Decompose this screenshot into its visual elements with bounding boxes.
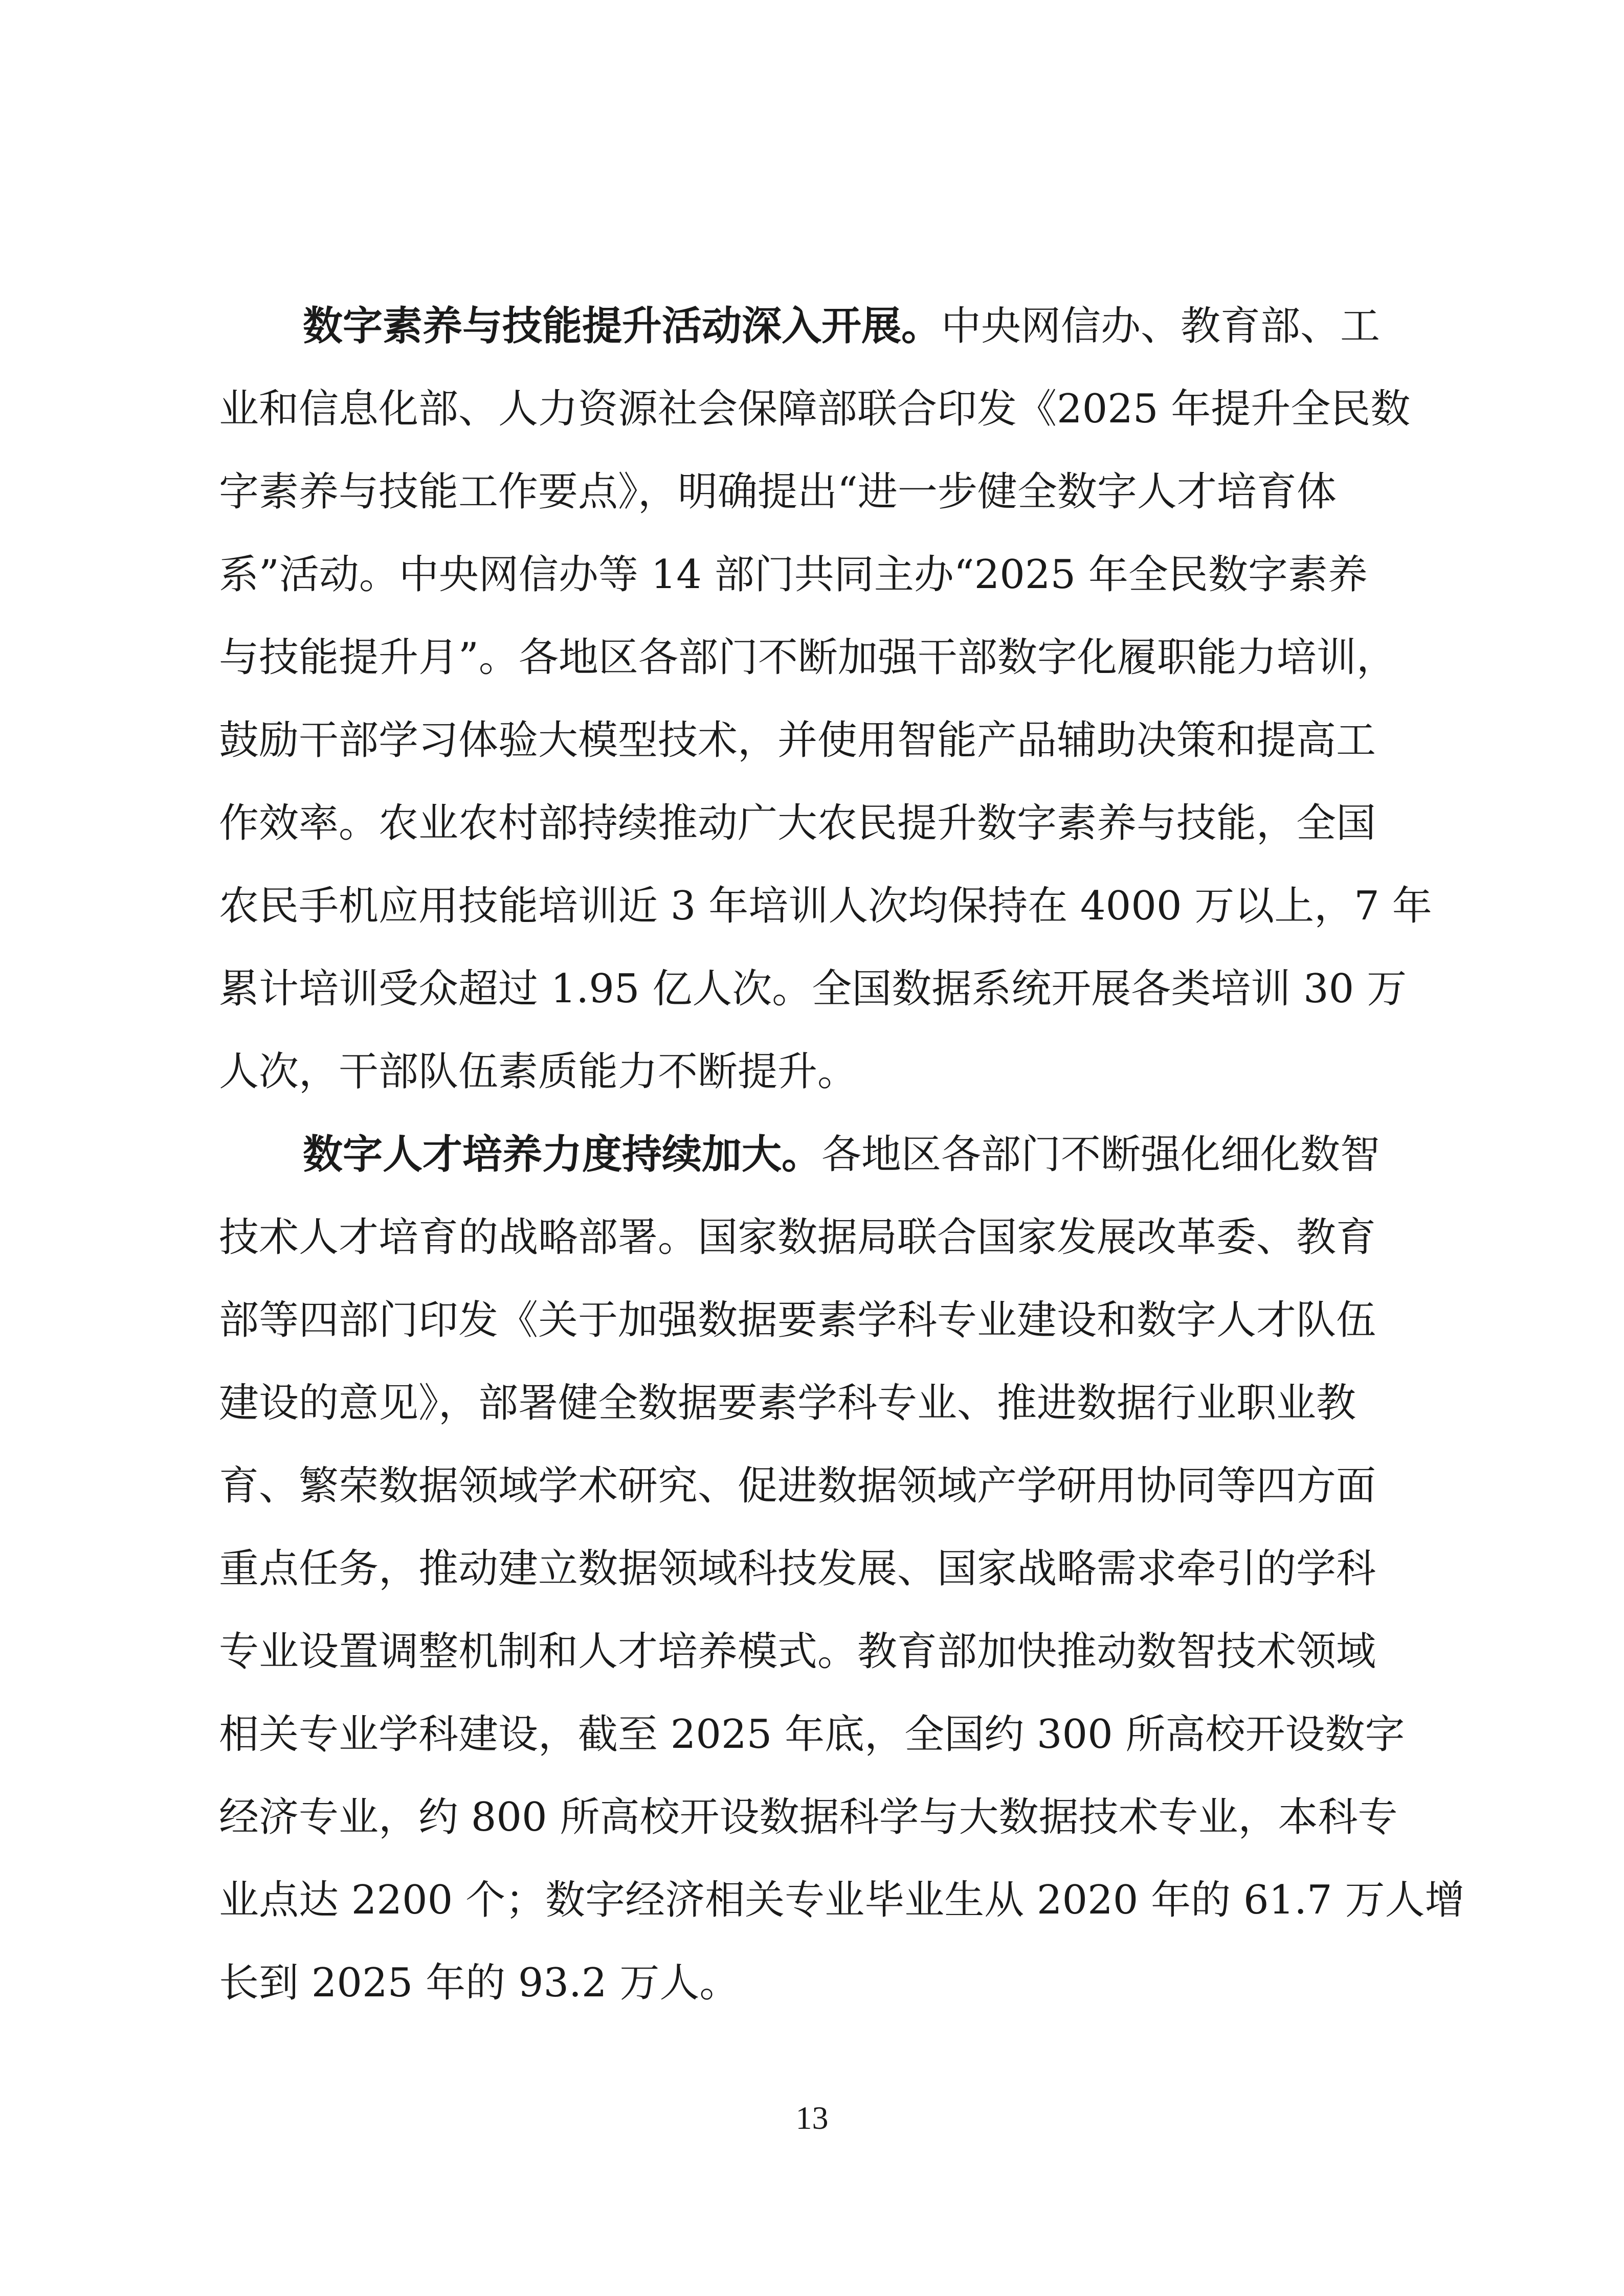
text-line: 累计培训受众超过 1.95 亿人次。全国数据系统开展各类培训 30 万 bbox=[219, 966, 1407, 1012]
text-line: 各地区各部门不断强化细化数智 bbox=[821, 1132, 1381, 1178]
text-line: 人次，干部队伍素质能力不断提升。 bbox=[219, 1049, 858, 1095]
paragraph-heading: 数字素养与技能提升活动深入开展。 bbox=[303, 303, 942, 349]
paragraph-first-line bbox=[303, 1114, 1380, 1196]
text-line: 中央网信办、教育部、工 bbox=[941, 303, 1381, 349]
text-line: 作效率。农业农村部持续推动广大农民提升数字素养与技能，全国 bbox=[219, 800, 1376, 846]
text-line: 业和信息化部、人力资源社会保障部联合印发《2025 年提升全民数 bbox=[219, 386, 1411, 432]
text-line: 重点任务，推动建立数据领域科技发展、国家战略需求牵引的学科 bbox=[219, 1546, 1376, 1592]
text-line: 字素养与技能工作要点》，明确提出“进一步健全数字人才培育体 bbox=[219, 469, 1337, 515]
text-line: 系”活动。中央网信办等 14 部门共同主办“2025 年全民数字素养 bbox=[219, 552, 1368, 598]
paragraph-heading: 数字人才培养力度持续加大。 bbox=[303, 1132, 822, 1178]
text-line: 建设的意见》，部署健全数据要素学科专业、推进数据行业职业教 bbox=[219, 1380, 1356, 1426]
text-line: 技术人才培育的战略部署。国家数据局联合国家发展改革委、教育 bbox=[219, 1214, 1376, 1260]
page-number: 13 bbox=[795, 2100, 829, 2136]
text-line: 经济专业，约 800 所高校开设数据科学与大数据技术专业，本科专 bbox=[219, 1794, 1398, 1840]
text-line: 农民手机应用技能培训近 3 年培训人次均保持在 4000 万以上，7 年 bbox=[219, 883, 1432, 929]
text-line: 相关专业学科建设，截至 2025 年底，全国约 300 所高校开设数字 bbox=[219, 1712, 1405, 1758]
paragraph-first-line bbox=[303, 285, 1380, 367]
text-line: 部等四部门印发《关于加强数据要素学科专业建设和数字人才队伍 bbox=[219, 1297, 1376, 1343]
text-line: 育、繁荣数据领域学术研究、促进数据领域产学研用协同等四方面 bbox=[219, 1463, 1376, 1509]
text-line: 业点达 2200 个；数字经济相关专业毕业生从 2020 年的 61.7 万人增 bbox=[219, 1877, 1465, 1923]
text-line: 与技能提升月”。各地区各部门不断加强干部数字化履职能力培训， bbox=[219, 635, 1396, 681]
text-line: 专业设置调整机制和人才培养模式。教育部加快推动数智技术领域 bbox=[219, 1629, 1376, 1675]
text-line: 长到 2025 年的 93.2 万人。 bbox=[219, 1960, 740, 2006]
text-line: 鼓励干部学习体验大模型技术，并使用智能产品辅助决策和提高工 bbox=[219, 717, 1376, 763]
